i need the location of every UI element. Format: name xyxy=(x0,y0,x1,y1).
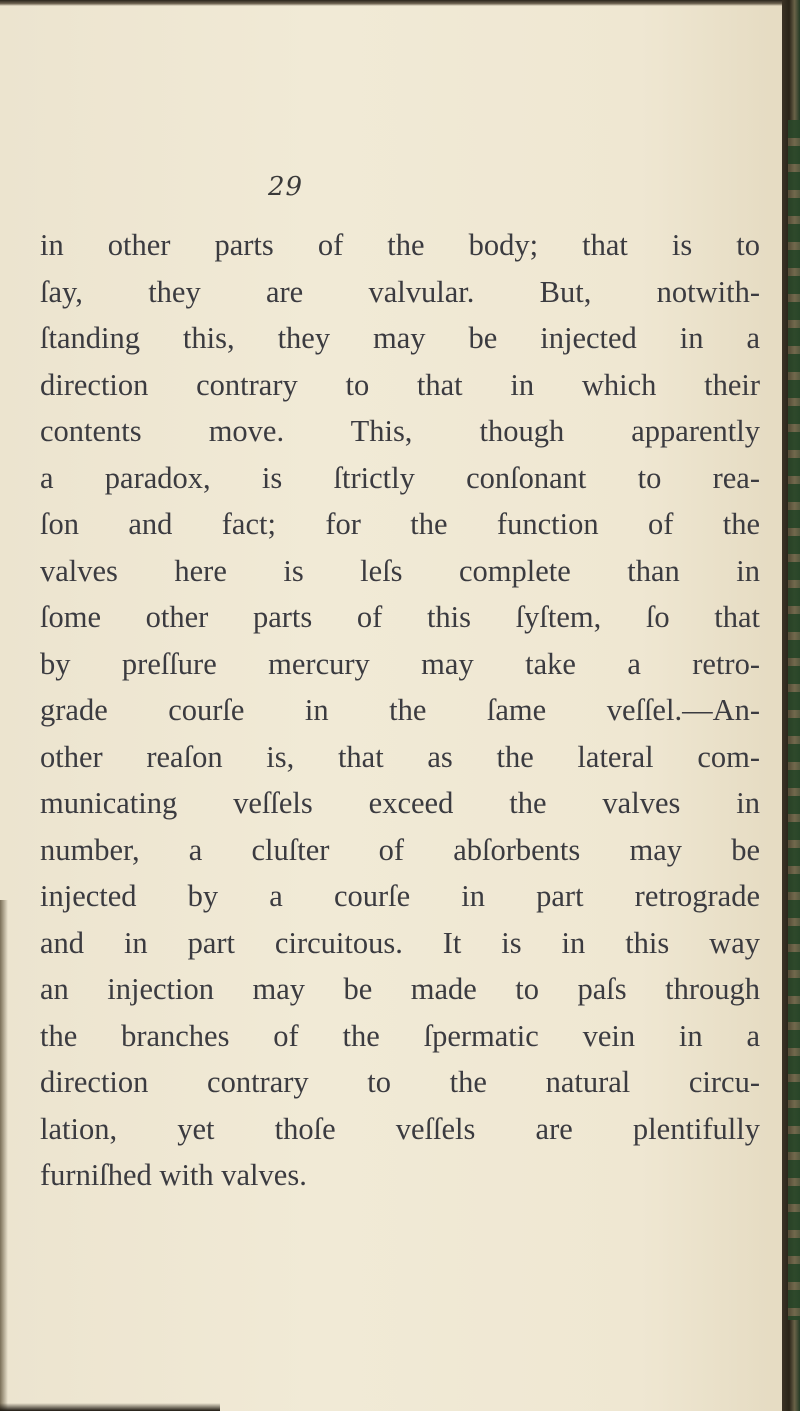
text-line: by preſſure mercury may take a retro- xyxy=(40,646,760,681)
text-line: lation, yet thoſe veſſels are plentifully xyxy=(40,1111,760,1146)
text-line: municating veſſels exceed the valves in xyxy=(40,786,760,820)
text-line: ſtanding this, they may be injected in a xyxy=(40,321,760,355)
text-line: direction contrary to that in which their xyxy=(40,367,760,402)
text-line: other reaſon is, that as the lateral com- xyxy=(40,739,760,774)
text-line: in other parts of the body; that is to xyxy=(40,228,760,262)
body-text xyxy=(40,222,760,1199)
text-line: furniſhed with valves. xyxy=(40,1158,307,1192)
text-line: injected by a courſe in part retrograde xyxy=(40,879,760,913)
page-number: 29 xyxy=(268,172,304,202)
page-left-shadow xyxy=(0,900,8,1411)
text-line: direction contrary to the natural circu- xyxy=(40,1065,760,1099)
text-line: contents move. This, though apparently xyxy=(40,414,760,448)
text-line: ſon and fact; for the function of the xyxy=(40,507,760,541)
text-line: grade courſe in the ſame veſſel.—An- xyxy=(40,693,760,727)
text-line: and in part circuitous. It is in this way xyxy=(40,925,760,960)
page-top-edge xyxy=(0,0,790,6)
text-line: number, a cluſter of abſorbents may be xyxy=(40,832,760,867)
text-line: an injection may be made to paſs through xyxy=(40,972,760,1006)
text-line: the branches of the ſpermatic vein in a xyxy=(40,1018,760,1053)
text-line: valves here is leſs complete than in xyxy=(40,553,760,588)
text-line: a paradox, is ſtrictly conſonant to rea- xyxy=(40,460,760,495)
text-line: ſay, they are valvular. But, notwith- xyxy=(40,274,760,309)
book-edge-marks xyxy=(788,120,800,1320)
text-line: ſome other parts of this ſyſtem, ſo that xyxy=(40,600,760,634)
page-bottom-edge xyxy=(0,1403,220,1411)
